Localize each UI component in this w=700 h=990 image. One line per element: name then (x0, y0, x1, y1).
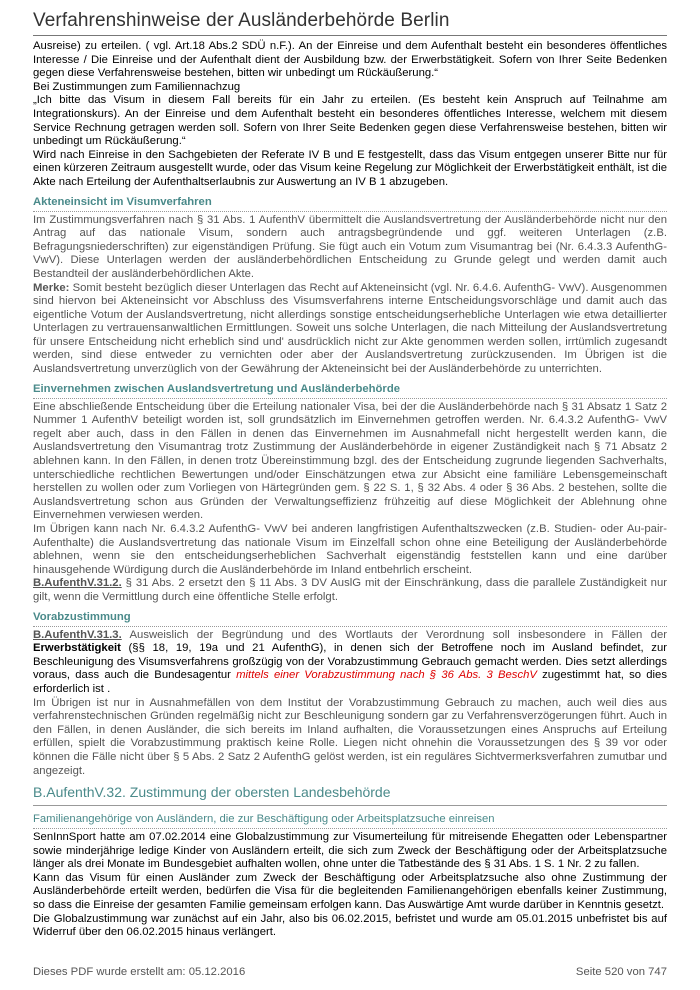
page-title: Verfahrenshinweise der Ausländerbehörde Berlin (33, 10, 450, 31)
section-heading-akteneinsicht: Akteneinsicht im Visumverfahren (33, 195, 212, 208)
akteneinsicht-paragraph-1: Im Zustimmungsverfahren nach § 31 Abs. 1 AufenthV übermittelt die Auslandsvertretung der Ausländerbehörde nicht nur den Antrag auf das nationale Visum, sondern auch antragsbegründende und ggf. weiteren Unterlagen (z.B. Befragungsniederschriften) zur eigenständigen Prüfung. Sie fügt auch ein Votum zum Visumantrag bei (Nr. 6.4.3.3 AufenthG- VwV). Diese Unterlagen werden der ausländerbehördlichen Entscheidung zu Grunde gelegt und werden damit auch Bestandteil der ausländerbehördlichen Akte. (33, 213, 667, 280)
subheading-rule (33, 828, 667, 829)
akteneinsicht-paragraph-2 (33, 282, 667, 377)
reference-link-31-3[interactable]: B.AufenthV.31.3. (33, 628, 122, 641)
section-32-heading-block (33, 784, 667, 806)
vorab-text-e: zugestimmt hat, so dies erforderlich ist . (33, 669, 667, 695)
footer-page-number: Seite 520 von 747 (575, 966, 667, 978)
intro-paragraph-2: Bei Zustimmungen zum Familiennachzug (33, 80, 241, 93)
section-heading-vorabzustimmung: Vorabzustimmung (33, 610, 131, 623)
section-32-paragraph-1: SenInnSport hatte am 07.02.2014 eine Globalzustimmung zur Visumerteilung für mitreisende Ehegatten oder Lebenspartner sowie minderjährige ledige Kinder von Ausländern erteilt, die sich zum Zweck der Beschäftigung oder der Arbeitsplatzsuche länger als drei Monate im Bundesgebiet aufhalten wollen, ohne unter die Tatbestände des § 31 Abs. 1 S. 1 Nr. 2 zu fallen. (33, 831, 667, 871)
einvernehmen-paragraph-1: Eine abschließende Entscheidung über die Erteilung nationaler Visa, bei der die Ausländerbehörde nach § 31 Absatz 1 Satz 2 Nummer 1 AufenthV beteiligt worden ist, soll grundsätzlich im Einvernehmen getroffen werden. Nr. 6.4.3.2 AufenthG- VwV regelt aber auch, dass in den Fällen in denen das Einvernehmen im Ausnahmefall nicht hergestellt werden kann, die Auslandsvertretung den Visumantrag trotz Zustimmung der Ausländerbehörde in eigener Zuständigkeit nach § 71 Absatz 2 ablehnen kann. In den Fällen, in denen trotz Übereinstimmung bzgl. des der Entscheidung zugrunde liegenden Sachverhalts, unterschiedliche rechtlichen Bewertungen und/oder Einschätzungen etwa zur Absicht eine familiäre Lebensgemeinschaft herstellen zu wollen oder zum Vorliegen von Härtegründen gem. § 22 S. 1, § 32 Abs. 4 oder § 36 Abs. 2 bestehen, sollte die Auslandsvertretung schon aus Gründen der Verwaltungseffizienz frühzeitig auf diese Möglichkeit der Ablehnung ohne Einvernehmen verwiesen werden. (33, 400, 667, 522)
section-heading-32: B.AufenthV.32. Zustimmung der obersten Landesbehörde (33, 784, 391, 801)
section-heading-einvernehmen: Einvernehmen zwischen Auslandsvertretung und Ausländerbehörde (33, 382, 401, 395)
merke-label: Merke: (33, 281, 70, 294)
footer-created-date: Dieses PDF wurde erstellt am: 05.12.2016 (33, 966, 246, 978)
section-32-paragraph-3: Die Globalzustimmung war zunächst auf ein Jahr, also bis 06.02.2015, befristet und wurde am 05.01.2015 unbefristet bis auf Widerruf über den 06.02.2015 hinaus verlängert. (33, 912, 667, 939)
vorab-paragraph-1 (33, 629, 667, 697)
intro-paragraph-4: Wird nach Einreise in den Sachgebieten der Referate IV B und E festgestellt, dass das Visum entgegen unserer Bitte nur für einen kürzeren Zeitraum ausgestellt wurde, oder das Visum keine Regelung zur Möglichkeit der Erwerbstätigkeit enthält, ist die Akte nach Erteilung der Aufenthaltserlaubnis zur Auswertung an IV B 1 abzugeben. (33, 148, 667, 188)
vorab-text-bold: Erwerbstätigkeit (33, 642, 121, 655)
header-rule (33, 35, 667, 36)
akteneinsicht-paragraph-2-text: Somit besteht bezüglich dieser Unterlagen das Recht auf Akteneinsicht (vgl. Nr. 6.4.6. AufenthG- VwV). Ausgenommen sind hiervon bei Akteneinsicht vor Abschluss des Visumsverfahrens interne Entscheidungsvorschläge und damit auch das eigentliche Votum der Auslandsvertretung, nicht allerdings sonstige entscheidungserhebliche Unterlagen wie etwa detaillierter Unterlagen zu vertrauensanwaltlichen Ermittlungen. Soweit uns solche Unterlagen, die nach Mitteilung der Auslandsvertretung für unsere Entscheidung nicht erheblich sind und' ausdrücklich nicht zur Akte genommen werden sollen, irrtümlich zugesandt werden, sind diese entweder zu vernichten oder aber der Auslandsvertretung zurückzusenden. Im Übrigen ist die Auslandsvertretung unverzüglich von der Gewährung der Akteneinsicht bei der Ausländerbehörde zu unterrichten. (33, 281, 667, 376)
vorab-text-a: Ausweislich der Begründung und des Wortlauts der Verordnung soll insbesondere in Fällen der (121, 628, 667, 641)
section-32-paragraph-2: Kann das Visum für einen Ausländer zum Zweck der Beschäftigung oder Arbeitsplatzsuche also ohne Zustimmung der Ausländerbehörde erteilt werden, bedürfen die Visa für die begleitenden Familienangehörigen ebenfalls keiner Zustimmung, so dass die Einreise der gesamten Familie gemeinsam erfolgen kann. Das Auswärtige Amt wurde darüber in Kenntnis gesetzt. (33, 871, 667, 912)
vorab-text-highlight: mittels einer Vorabzustimmung nach § 36 Abs. 3 BeschV (236, 669, 537, 682)
intro-paragraph-1: Ausreise) zu erteilen. ( vgl. Art.18 Abs.2 SDÜ n.F.). An der Einreise und dem Aufenthalt besteht ein besonderes öffentliches Interesse / Die Einreise und der Aufenthalt dient der Ausbildung bzw. der Erwerbstätigkeit. Sofern von Ihrer Seite Bedenken gegen diese Verfahrensweise bestehen, bitten wir unbedingt um Rückäußerung.“ (33, 40, 667, 80)
intro-paragraph-3: „Ich bitte das Visum in diesem Fall bereits für ein Jahr zu erteilen. (Es besteht kein Anspruch auf Teilnahme am Integrationskurs). An der Einreise und dem Aufenthalt besteht ein besonderes öffentliches Interesse, welchem mit diesem Service Rechnung getragen werden soll. Sofern von Ihrer Seite Bedenken gegen diese Verfahrensweise bestehen, bitten wir unbedingt um Rückäußerung.“ (33, 94, 667, 148)
section-vorab-heading-block (33, 610, 667, 627)
reference-link-31-2[interactable]: B.AufenthV.31.2. (33, 577, 122, 590)
vorab-paragraph-2: Im Übrigen ist nur in Ausnahmefällen von dem Institut der Vorabzustimmung Gebrauch zu machen, auch weil dies aus verfahrenstechnischen Gründen regelmäßig nicht zur Beschleunigung sondern gar zu Verfahrensverzögerungen führt. Auch in den Fällen, in denen Ausländer, die sich bereits im Inland aufhalten, die Voraussetzungen eines Anspruchs auf Erteilung erfüllen, spielt die Vorabzustimmung praktisch keine Rolle. Liegen nicht ohnehin die Voraussetzungen des § 39 vor oder können die Fälle nicht über § 5 Abs. 2 Satz 2 AufenthG gelöst werden, ist ein reguläres Sichtvermerksverfahren zumutbar und angezeigt. (33, 696, 667, 777)
section-32-rule (33, 805, 667, 806)
page-header (33, 10, 667, 36)
vorab-text-c: (§§ 18, 19, 19a und 21 AufenthG), in denen sich der Betroffene noch im Ausland befindet, zur Beschleunigung des Visumsverfahrens großzügig von der Vorabzustimmung Gebrauch gemacht werden. Dies setzt allerdings voraus, dass auch die Bundesagentur (33, 642, 667, 682)
subheading-familienangehoerige: Familienangehörige von Ausländern, die zur Beschäftigung oder Arbeitsplatzsuche einreisen (33, 813, 495, 826)
page-footer (33, 966, 667, 978)
einvernehmen-paragraph-3-text: § 31 Abs. 2 ersetzt den § 11 Abs. 3 DV AuslG mit der Einschränkung, dass die parallele Zuständigkeit nur gilt, wenn die Vermittlung durch eine öffentliche Stelle erfolgt. (33, 577, 667, 603)
document-body (33, 40, 667, 940)
section-32-subheading-block (33, 812, 667, 829)
einvernehmen-paragraph-2: Im Übrigen kann nach Nr. 6.4.3.2 AufenthG- VwV bei anderen langfristigen Aufenthaltszwecken (z.B. Studien- oder Au-pair-Aufenthalte) die Auslandsvertretung das nationale Visum im Einzelfall schon ohne eine Beteiligung der Ausländerbehörde ablehnen, wenn sie den entscheidungserheblichen Sachverhalt eigenständig feststellen kann und eine darüber hinausgehende Würdigung durch die Ausländerbehörde im Inland entbehrlich erscheint. (33, 523, 667, 576)
section-akteneinsicht-heading-block (33, 195, 667, 212)
einvernehmen-paragraph-3 (33, 577, 667, 604)
section-einvernehmen-heading-block (33, 382, 667, 399)
